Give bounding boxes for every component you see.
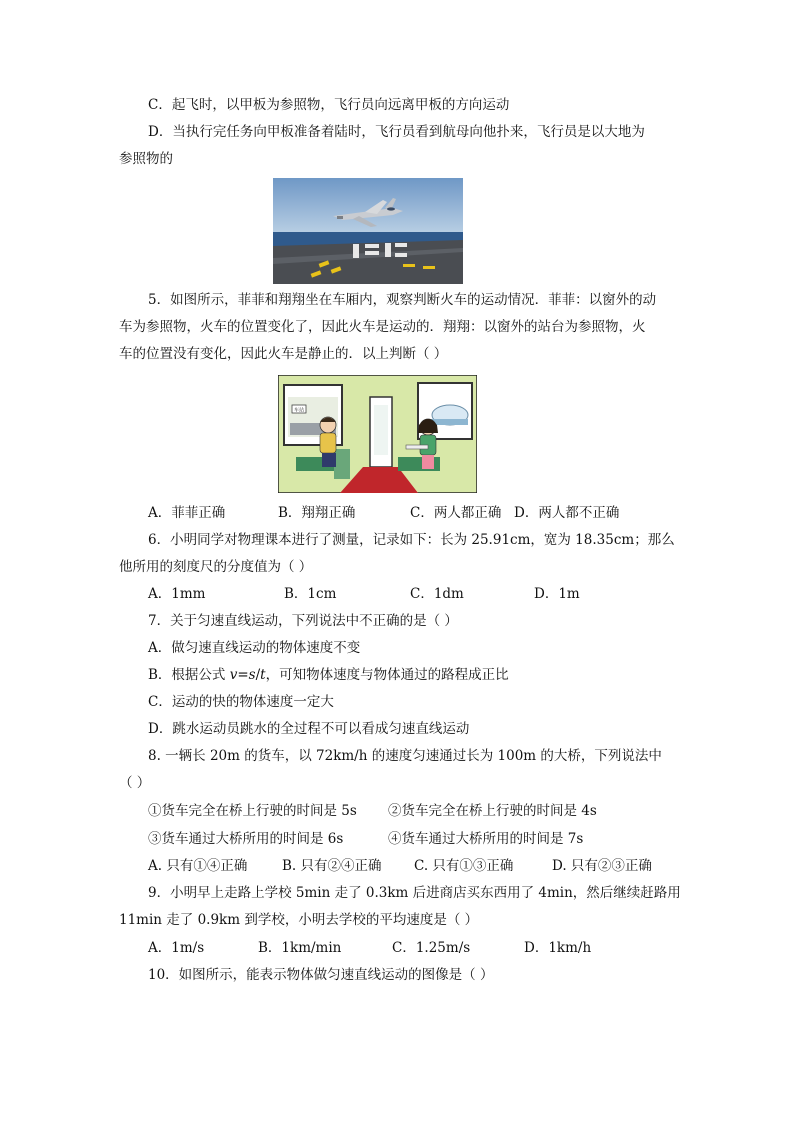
q9-stem-line2: 11min 走了 0.9km 到学校，小明去学校的平均速度是（ ） [119,912,479,928]
q10-stem: 10．如图所示，能表示物体做匀速直线运动的图像是（ ） [148,967,494,983]
q5-option-a[interactable]: A．菲菲正确 [148,505,226,521]
q8-options [148,857,668,875]
q8-statement-4: ④货车通过大桥所用的时间是 7s [388,831,584,847]
train-compartment-image [278,375,477,493]
q7-option-c[interactable]: C．运动的快的物体速度一定大 [148,694,334,710]
q4-option-c: C．起飞时，以甲板为参照物，飞行员向远离甲板的方向运动 [148,97,510,113]
carrier-jet-image [273,178,463,284]
q6-option-b[interactable]: B．1cm [284,586,337,602]
q9-option-a[interactable]: A．1m/s [148,940,205,956]
q8-option-c[interactable]: C. 只有①③正确 [414,858,514,874]
formula-v: v [229,667,238,683]
q8-stem-line2: （ ） [119,775,151,791]
formula-t: t [260,667,266,683]
q7-option-d[interactable]: D．跳水运动员跳水的全过程不可以看成匀速直线运动 [148,721,470,737]
q6-options [148,585,668,603]
q5-option-b[interactable]: B．翔翔正确 [278,505,356,521]
q5-options [148,504,668,522]
q7-option-b[interactable] [148,666,509,684]
station-sign-text: 车站 [293,407,305,414]
q9-options [148,939,668,957]
q9-option-d[interactable]: D．1km/h [524,940,592,956]
q9-option-b[interactable]: B．1km/min [258,940,342,956]
q7-option-b-prefix: B．根据公式 [148,667,230,683]
q5-option-c[interactable]: C．两人都正确 [410,505,502,521]
q8-stem-line1: 8. 一辆长 20m 的货车，以 72km/h 的速度匀速通过长为 100m 的大桥，下列说法中 [148,748,662,764]
q8-option-b[interactable]: B. 只有②④正确 [282,858,382,874]
q6-option-d[interactable]: D．1m [534,586,580,602]
formula-s: s [248,667,256,683]
train-compartment-figure [278,375,477,493]
q8-option-a[interactable]: A. 只有①④正确 [148,858,248,874]
q9-option-c[interactable]: C．1.25m/s [392,940,471,956]
carrier-jet-figure [273,178,463,284]
q8-statements-row1 [148,802,648,820]
q8-statements-row2 [148,830,648,848]
q8-option-d[interactable]: D. 只有②③正确 [552,858,652,874]
q4-option-d-line2: 参照物的 [119,151,173,167]
q5-stem-line2: 车为参照物，火车的位置变化了，因此火车是运动的．翔翔：以窗外的站台为参照物，火 [119,319,646,335]
q5-stem-line1: 5．如图所示，菲菲和翔翔坐在车厢内，观察判断火车的运动情况．菲菲：以窗外的动 [148,292,657,308]
q6-stem-line2: 他所用的刻度尺的分度值为（ ） [119,559,313,575]
formula-equals: = [237,667,249,683]
q8-statement-2: ②货车完全在桥上行驶的时间是 4s [388,803,597,819]
formula-slash: / [255,667,261,683]
q7-stem: 7．关于匀速直线运动，下列说法中不正确的是（ ） [148,613,458,629]
q7-option-a[interactable]: A．做匀速直线运动的物体速度不变 [148,640,361,656]
q5-stem-line3: 车的位置没有变化，因此火车是静止的．以上判断（ ） [119,346,448,362]
q5-option-d[interactable]: D．两人都不正确 [514,505,620,521]
q7-option-b-suffix: ，可知物体速度与物体通过的路程成正比 [265,667,509,683]
q6-option-c[interactable]: C．1dm [410,586,464,602]
q4-option-d-line1: D．当执行完任务向甲板准备着陆时，飞行员看到航母向他扑来，飞行员是以大地为 [148,124,645,140]
q6-stem-line1: 6．小明同学对物理课本进行了测量，记录如下：长为 25.91cm，宽为 18.35cm；那么 [148,532,675,548]
q8-statement-1: ①货车完全在桥上行驶的时间是 5s [148,803,357,819]
q8-statement-3: ③货车通过大桥所用的时间是 6s [148,831,344,847]
q6-option-a[interactable]: A．1mm [148,586,206,602]
q9-stem-line1: 9．小明早上走路上学校 5min 走了 0.3km 后进商店买东西用了 4min，然后继续赶路用 [148,885,681,901]
boy-passenger [320,417,336,467]
